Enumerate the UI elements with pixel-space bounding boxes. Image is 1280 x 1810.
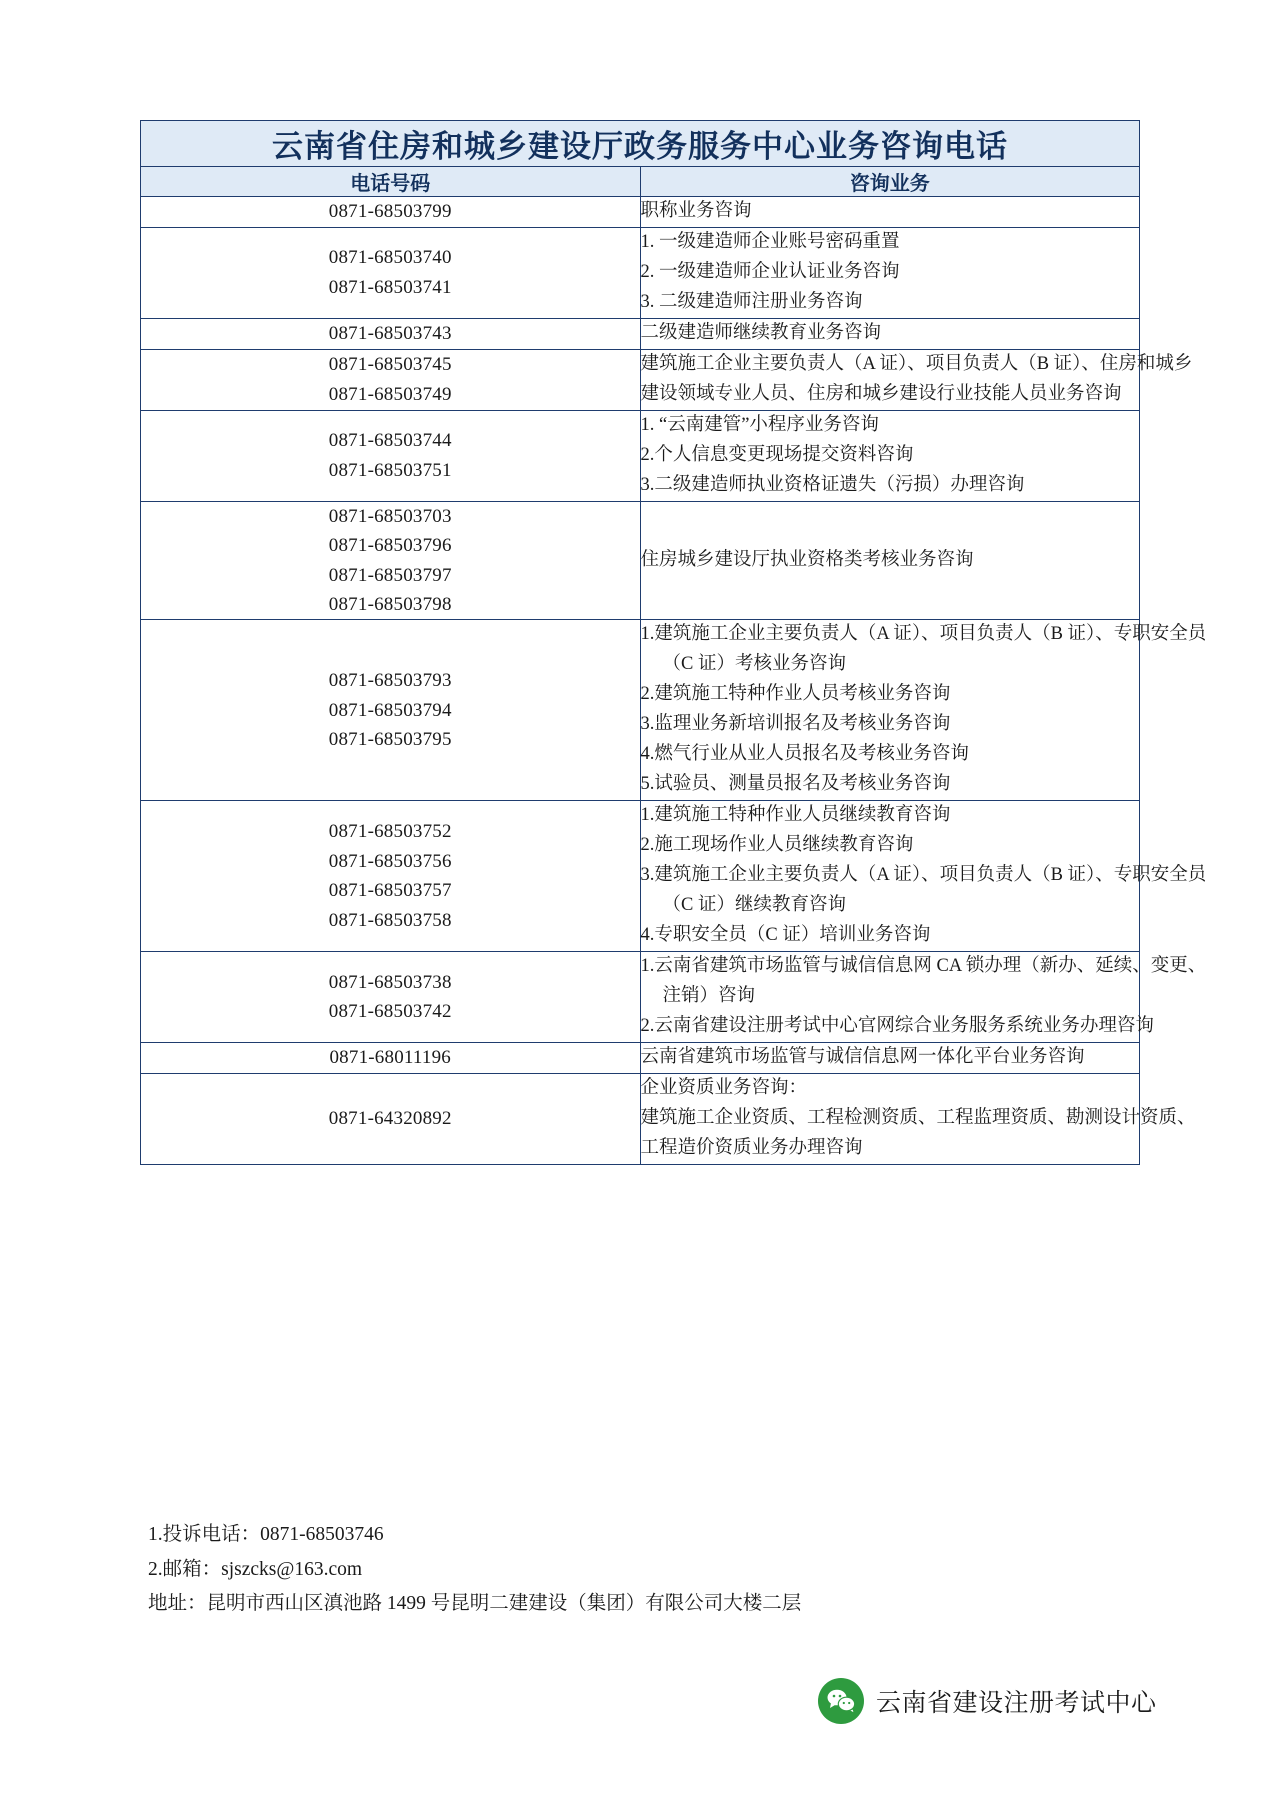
phone-number: 0871-68503757 xyxy=(328,880,452,902)
phone-number: 0871-64320892 xyxy=(328,1108,452,1130)
business-line: 2.云南省建设注册考试中心官网综合业务服务系统业务办理咨询 xyxy=(640,1016,1154,1037)
phone-cell xyxy=(141,501,641,620)
business-line: 1. “云南建管”小程序业务咨询 xyxy=(640,414,879,435)
business-line: 1.建筑施工企业主要负责人（A 证）、项目负责人（B 证）、专职安全员 xyxy=(640,624,1207,645)
business-line: （C 证）考核业务咨询 xyxy=(662,654,846,675)
business-line: 1. 一级建造师企业账号密码重置 xyxy=(640,231,900,252)
phone-number: 0871-68503794 xyxy=(328,699,452,721)
business-line: 2.施工现场作业人员继续教育咨询 xyxy=(640,835,914,856)
phone-number: 0871-68503744 xyxy=(328,430,452,452)
business-line: 建筑施工企业主要负责人（A 证）、项目负责人（B 证）、住房和城乡 xyxy=(640,353,1193,374)
phone-number: 0871-68503738 xyxy=(328,971,452,993)
phone-cell xyxy=(141,197,641,228)
business-line: 3.监理业务新培训报名及考核业务咨询 xyxy=(640,714,951,735)
phone-number: 0871-68503797 xyxy=(328,564,452,586)
business-line: 建筑施工企业资质、工程检测资质、工程监理资质、勘测设计资质、 xyxy=(640,1107,1196,1128)
business-cell xyxy=(640,801,1207,952)
business-line: 注销）咨询 xyxy=(662,986,756,1007)
table-body xyxy=(141,121,1207,1165)
page-title: 云南省住房和城乡建设厅政务服务中心业务咨询电话 xyxy=(141,121,1140,167)
table-row xyxy=(141,227,1140,318)
brand-footer xyxy=(818,1678,1157,1724)
table-header-row xyxy=(141,167,1140,197)
phone-number: 0871-68503749 xyxy=(328,383,452,405)
business-line: 4.燃气行业从业人员报名及考核业务咨询 xyxy=(640,744,969,765)
table-title-row xyxy=(141,121,1140,167)
phone-number: 0871-68503798 xyxy=(328,594,452,615)
column-header-business: 咨询业务 xyxy=(640,167,1140,197)
phone-number: 0871-68503758 xyxy=(328,909,452,931)
table-row xyxy=(141,1043,1140,1074)
business-line: 云南省建筑市场监管与诚信信息网一体化平台业务咨询 xyxy=(640,1047,1085,1067)
business-line: 1.云南省建筑市场监管与诚信信息网 CA 锁办理（新办、延续、变更、 xyxy=(640,956,1207,977)
phone-cell xyxy=(141,952,641,1043)
phone-number: 0871-68503751 xyxy=(328,459,452,481)
business-line: 职称业务咨询 xyxy=(640,201,752,221)
table-row xyxy=(141,501,1140,620)
table-row xyxy=(141,1073,1140,1164)
business-cell xyxy=(640,620,1207,801)
phone-cell xyxy=(141,1043,641,1074)
table-row xyxy=(141,197,1140,228)
business-cell xyxy=(640,410,1140,501)
business-cell xyxy=(640,1043,1140,1074)
table-row xyxy=(141,620,1140,801)
business-line: 企业资质业务咨询： xyxy=(640,1077,808,1098)
table-row xyxy=(141,318,1140,349)
business-line: 2.建筑施工特种作业人员考核业务咨询 xyxy=(640,684,951,705)
business-cell xyxy=(640,501,1140,620)
business-line: 2. 一级建造师企业认证业务咨询 xyxy=(640,261,900,282)
business-cell xyxy=(640,227,1140,318)
phone-number: 0871-68503743 xyxy=(328,323,452,345)
footer-notes xyxy=(148,1518,1148,1622)
business-line: 2.个人信息变更现场提交资料咨询 xyxy=(640,444,914,465)
phone-number: 0871-68503741 xyxy=(328,276,452,298)
phone-number: 0871-68503793 xyxy=(328,670,452,692)
address-note: 地址：昆明市西山区滇池路 1499 号昆明二建建设（集团）有限公司大楼二层 xyxy=(148,1593,802,1615)
phone-cell xyxy=(141,410,641,501)
contact-phone-table xyxy=(140,120,1207,1165)
table-row xyxy=(141,410,1140,501)
business-line: 3.建筑施工企业主要负责人（A 证）、项目负责人（B 证）、专职安全员 xyxy=(640,865,1207,886)
business-cell xyxy=(640,197,1140,228)
business-line: 工程造价资质业务办理咨询 xyxy=(640,1137,863,1158)
email-note: 2.邮箱：sjszcks@163.com xyxy=(148,1558,363,1580)
phone-number: 0871-68503752 xyxy=(328,821,452,843)
business-line: 住房城乡建设厅执业资格类考核业务咨询 xyxy=(640,549,974,570)
table-row xyxy=(141,801,1140,952)
business-line: 3. 二级建造师注册业务咨询 xyxy=(640,291,863,312)
phone-cell xyxy=(141,349,641,410)
business-cell xyxy=(640,349,1193,410)
phone-number: 0871-68503799 xyxy=(328,201,452,223)
business-line: 4.专职安全员（C 证）培训业务咨询 xyxy=(640,925,931,946)
phone-cell xyxy=(141,1073,641,1164)
business-line: 5.试验员、测量员报名及考核业务咨询 xyxy=(640,774,951,795)
phone-number: 0871-68503796 xyxy=(328,535,452,557)
phone-cell xyxy=(141,620,641,801)
phone-number: 0871-68011196 xyxy=(329,1047,452,1069)
phone-cell xyxy=(141,801,641,952)
business-line: （C 证）继续教育咨询 xyxy=(662,895,846,916)
business-cell xyxy=(640,1073,1196,1164)
brand-name: 云南省建设注册考试中心 xyxy=(876,1690,1157,1717)
phone-number: 0871-68503740 xyxy=(328,247,452,269)
phone-number: 0871-68503745 xyxy=(328,354,452,376)
phone-cell xyxy=(141,318,641,349)
wechat-icon xyxy=(818,1678,864,1724)
business-cell xyxy=(640,318,1140,349)
business-line: 二级建造师继续教育业务咨询 xyxy=(640,322,882,343)
column-header-phone: 电话号码 xyxy=(141,167,641,197)
phone-cell xyxy=(141,227,641,318)
phone-number: 0871-68503795 xyxy=(328,729,452,751)
table-row xyxy=(141,349,1140,410)
phone-number: 0871-68503756 xyxy=(328,850,452,872)
business-line: 1.建筑施工特种作业人员继续教育咨询 xyxy=(640,805,951,826)
phone-number: 0871-68503703 xyxy=(328,505,452,527)
phone-number: 0871-68503742 xyxy=(328,1001,452,1023)
business-cell xyxy=(640,952,1207,1043)
table-row xyxy=(141,952,1140,1043)
business-line: 建设领域专业人员、住房和城乡建设行业技能人员业务咨询 xyxy=(640,383,1122,404)
business-line: 3.二级建造师执业资格证遗失（污损）办理咨询 xyxy=(640,474,1025,495)
complaint-phone-note: 1.投诉电话：0871-68503746 xyxy=(148,1524,384,1545)
